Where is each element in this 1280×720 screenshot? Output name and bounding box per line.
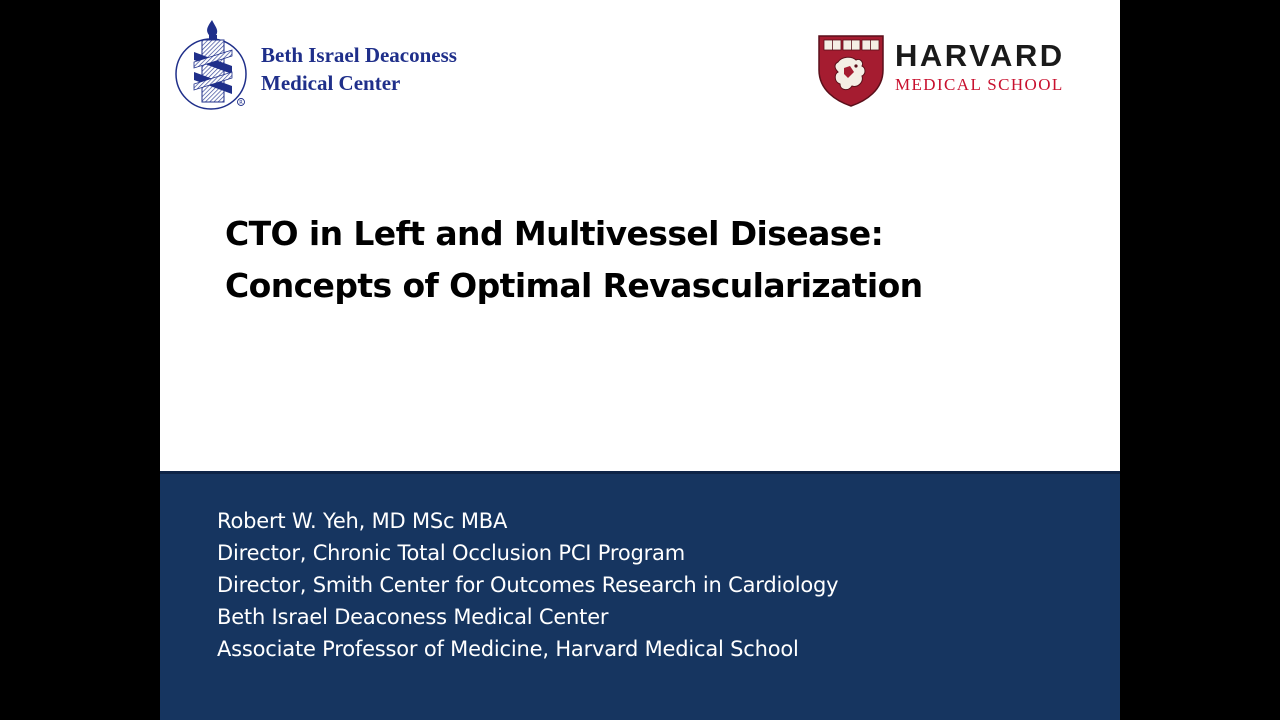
harvard-wordmark <box>895 38 1065 96</box>
harvard-shield-icon <box>816 32 886 108</box>
author-title-2: Director, Smith Center for Outcomes Research in Cardiology <box>217 573 839 597</box>
slide-title-line2: Concepts of Optimal Revascularization <box>225 266 923 305</box>
author-banner <box>160 471 1120 720</box>
author-title-3: Associate Professor of Medicine, Harvard Medical School <box>217 637 799 661</box>
bidmc-name-line1: Beth Israel Deaconess <box>261 43 457 67</box>
harvard-subtitle: MEDICAL SCHOOL <box>895 75 1064 94</box>
harvard-name: HARVARD <box>895 38 1065 73</box>
bidmc-logo-icon <box>172 16 262 110</box>
slide-title <box>225 208 923 312</box>
bidmc-name-line2: Medical Center <box>261 71 401 95</box>
slide-title-line1: CTO in Left and Multivessel Disease: <box>225 214 884 253</box>
author-title-1: Director, Chronic Total Occlusion PCI Program <box>217 541 685 565</box>
presentation-slide <box>160 0 1120 720</box>
svg-text:R: R <box>239 100 243 107</box>
author-name: Robert W. Yeh, MD MSc MBA <box>217 509 508 533</box>
author-affiliation: Beth Israel Deaconess Medical Center <box>217 605 609 629</box>
author-info <box>217 505 838 665</box>
bidmc-wordmark <box>261 41 457 97</box>
